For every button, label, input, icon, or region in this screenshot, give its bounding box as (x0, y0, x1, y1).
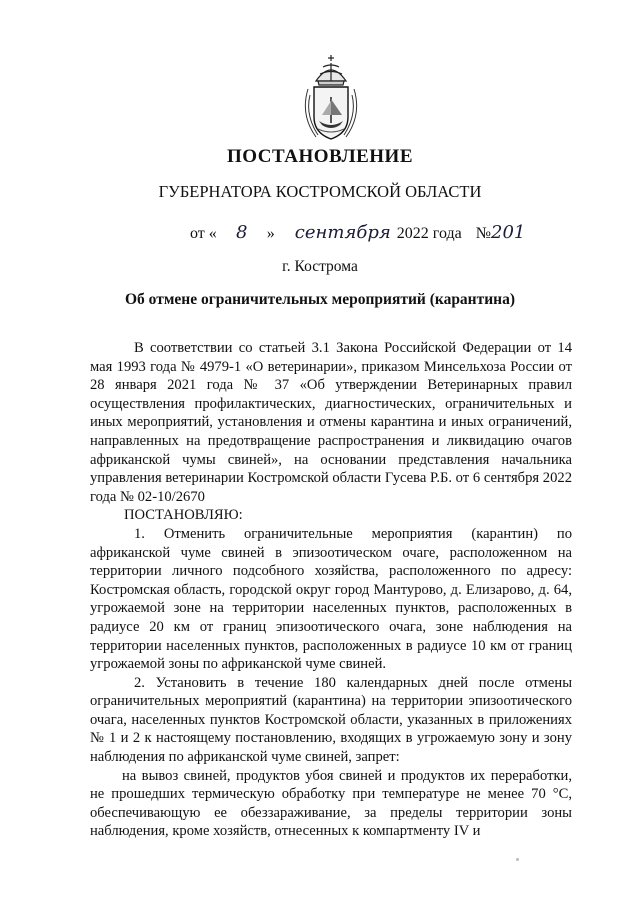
document-body (90, 339, 572, 841)
document-number: 201 (491, 222, 526, 243)
decree-word: ПОСТАНОВЛЯЮ: (124, 507, 243, 524)
date-prefix: от « (190, 225, 217, 242)
document-heading: Об отмене ограничительных мероприятий (карантина) (124, 291, 516, 308)
prohibition-paragraph: на вывоз свиней, продуктов убоя свиней и продуктов их переработки, не прошедших термическую обработку при температуре не менее 70 °С, обеспечивающую ее обеззараживание, за пределы территории зоны наблюдения, кроме хозяйств, отнесенных к компартменту IV и (90, 767, 572, 840)
date-month: сентября (294, 222, 391, 243)
preamble-paragraph: В соответствии со статьей 3.1 Закона Российской Федерации от 14 мая 1993 года № 4979-1 «О ветеринарии», приказом Минсельхоза России от 28 января 2021 года № 37 «Об утверждении Ветеринарных правил осуществления профилактических, диагностических, ограничительных и иных мероприятий, установления и отмены карантина и иных ограничений, направленных на предотвращение распространения и ликвидацию очагов африканской чумы свиней», на основании представления начальника управления ветеринарии Костромской области Гусева Р.Б. от 6 сентября 2022 года № 02-10/2670 (90, 340, 572, 505)
number-prefix: № (475, 225, 492, 242)
date-quote-close: » (266, 225, 275, 242)
document-subtitle: ГУБЕРНАТОРА КОСТРОМСКОЙ ОБЛАСТИ (158, 182, 482, 201)
scan-speck (516, 858, 519, 861)
kostroma-coat-of-arms-icon (296, 55, 366, 143)
clause-1-paragraph: 1. Отменить ограничительные мероприятия (карантин) по африканской чуме свиней в эпизоотическом очаге, расположенном на территории личного подсобного хозяйства, расположенного по адресу: Костромская область, городской округ город Мантурово, д. Елизарово, д. 64, угрожаемой зоне на территории населенных пунктов, расположенных в радиусе 20 км от границ эпизоотического очага, зоне наблюдения на территории населенных пунктов, расположенных в радиусе 10 км от границ угрожаемой зоны по африканской чуме свиней. (90, 525, 572, 673)
date-line (190, 222, 525, 243)
clause-2-paragraph: 2. Установить в течение 180 календарных дней после отмены ограничительных мероприятий (карантина) на территории эпизоотического очага, населенных пунктов Костромской области, указанных в приложениях № 1 и 2 к настоящему постановлению, входящих в угрожаемую зону и зону наблюдения по африканской чуме свиней, запрет: (90, 674, 572, 766)
document-title: ПОСТАНОВЛЕНИЕ (226, 146, 414, 167)
date-day: 8 (236, 222, 248, 243)
document-city: г. Кострома (282, 258, 358, 275)
date-year: 2022 года (396, 225, 462, 242)
